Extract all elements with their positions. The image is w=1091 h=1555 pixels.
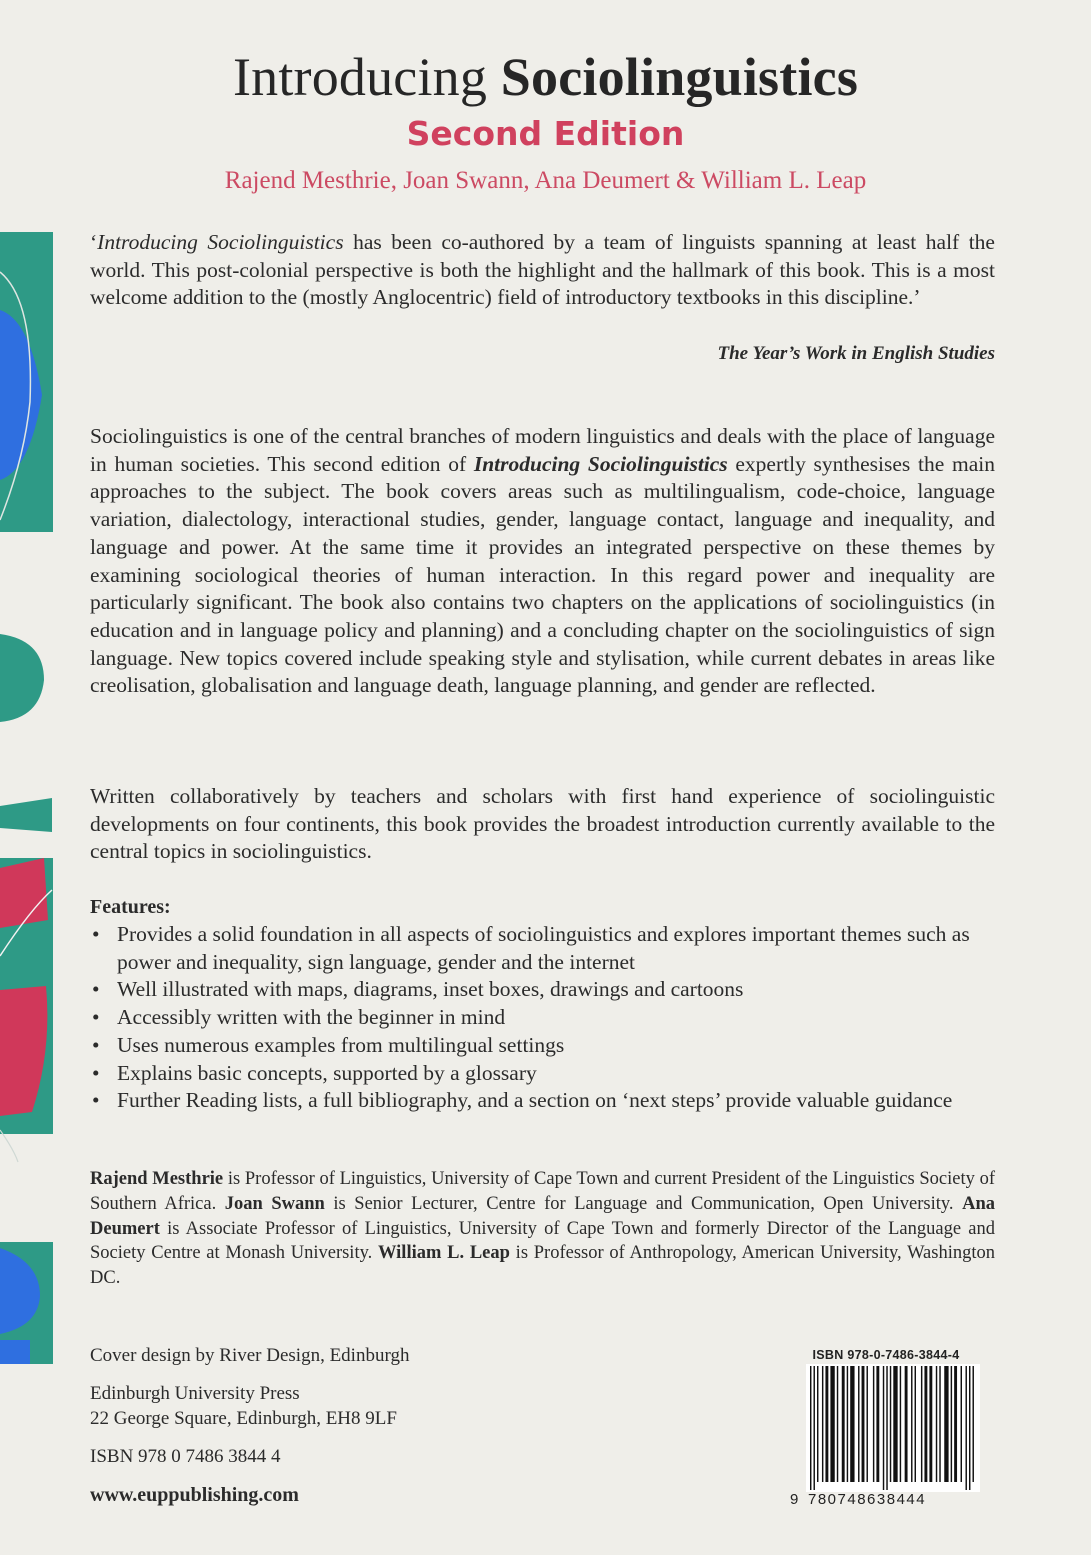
barcode-bar: [890, 1366, 891, 1482]
art-blue-corner: [0, 1340, 30, 1364]
barcode-bar: [929, 1366, 932, 1482]
description-paragraph-1: [90, 423, 995, 700]
barcode-bar: [900, 1366, 901, 1482]
bullet-icon: •: [92, 1032, 100, 1057]
bio-name-1: Rajend Mesthrie: [90, 1169, 224, 1189]
barcode-bar: [847, 1366, 848, 1482]
bio-text-3: is Associate Professor of Linguistics, University of Cape Town and formerly Director of the Language and Society Centre at Monash University.: [90, 1218, 995, 1264]
feature-text: Accessibly written with the beginner in mind: [117, 1005, 506, 1030]
barcode-bar: [862, 1366, 865, 1482]
barcode-bar: [867, 1366, 868, 1482]
barcode-bar: [905, 1366, 908, 1482]
feature-text: Well illustrated with maps, diagrams, inset boxes, drawings and cartoons: [117, 977, 744, 1002]
author-list: Rajend Mesthrie, Joan Swann, Ana Deumert & William L. Leap: [224, 167, 867, 194]
barcode-bar: [915, 1366, 916, 1482]
desc1-before: Sociolinguistics is one of the central branches of modern linguistics and deals with the place of language in human societies. This second edition of: [90, 424, 995, 476]
barcode-bar: [954, 1366, 957, 1482]
desc1-book-title: Introducing Sociolinguistics: [473, 451, 728, 476]
bio-text-1: is Professor of Linguistics, University of Cape Town and current President of the Linguistics Society of Southern Africa.: [90, 1169, 995, 1214]
publisher-website-link[interactable]: www.euppublishing.com: [90, 1484, 299, 1506]
barcode-bar: [921, 1366, 922, 1482]
barcode-bar: [830, 1366, 834, 1482]
title-bold: Sociolinguistics: [500, 47, 859, 107]
barcode-bar: [883, 1366, 884, 1490]
barcode-lead-digit: 9: [790, 1491, 800, 1508]
features-list: [90, 921, 995, 1115]
feature-item: [90, 1087, 995, 1115]
barcode-bar: [817, 1366, 818, 1482]
art-teal-dot: [0, 634, 44, 722]
barcode-bar: [961, 1366, 962, 1482]
bullet-icon: •: [92, 1088, 100, 1113]
bio-text-4: is Professor of Anthropology, American University, Washington DC.: [90, 1243, 995, 1289]
author-bios: [90, 1167, 995, 1291]
desc1-after: expertly synthesises the main approaches to the subject. The book covers areas such as multilingualism, code-choice, language variation, dialectology, interactional studies, gender, language contact, language and inequality, and language and power. At the same time it provides an integrated perspective on these themes by examining sociological theories of human interaction. In this regard power and inequality are particularly significant. The book also contains two chapters on the applications of sociolinguistics (in education and in language policy and planning) and a concluding chapter on the sociolinguistics of sign language. New topics covered include speaking style and stylisation, while current debates in areas like creolisation, globalisation and language death, language planning, and gender are reflected.: [90, 451, 995, 698]
art-edge-line: [0, 1130, 18, 1162]
barcode-bar: [936, 1366, 937, 1482]
barcode-bar: [822, 1366, 823, 1482]
barcode-bar: [893, 1366, 897, 1482]
barcode-bar: [973, 1366, 974, 1482]
barcode-bar: [944, 1366, 948, 1482]
publisher-address: 22 George Square, Edinburgh, EH8 9LF: [90, 1408, 397, 1429]
feature-item: [90, 921, 995, 976]
isbn-text: ISBN 978 0 7486 3844 4: [90, 1446, 281, 1467]
edition-label: Second Edition: [406, 114, 685, 153]
barcode-bar: [886, 1366, 887, 1490]
feature-text: Further Reading lists, a full bibliography, and a section on ‘next steps’ provide valuable guidance: [117, 1088, 953, 1113]
barcode-bar: [939, 1366, 940, 1482]
feature-item: [90, 1004, 995, 1032]
quote-open-mark: ‘: [90, 230, 98, 254]
cover-art-strip: [0, 0, 60, 1555]
bullet-icon: •: [92, 922, 100, 946]
barcode-digit-string: 780748638444: [808, 1491, 927, 1508]
feature-item: [90, 1032, 995, 1060]
art-red-top: [0, 858, 48, 928]
feature-text: Uses numerous examples from multilingual settings: [117, 1032, 565, 1057]
book-title: [0, 46, 1091, 108]
bullet-icon: •: [92, 1005, 100, 1030]
isbn-barcode: [790, 1364, 990, 1492]
barcode-bar: [969, 1366, 970, 1490]
bullet-icon: •: [92, 977, 100, 1002]
barcode-bar: [814, 1366, 815, 1490]
barcode-bar: [873, 1366, 874, 1482]
bullet-icon: •: [92, 1060, 100, 1085]
publisher-name: Edinburgh University Press: [90, 1383, 300, 1404]
barcode-bar: [876, 1366, 879, 1482]
barcode-bar: [966, 1366, 967, 1490]
description-paragraph-2: Written collaboratively by teachers and scholars with first hand experience of sociolinguistic developments on four continents, this book provides the broadest introduction currently available to the central topics in sociolinguistics.: [90, 784, 995, 864]
quote-body: has been co-authored by a team of linguists spanning at least half the world. This post-colonial perspective is both the highlight and the hallmark of this book. This is a most welcome addition to the (mostly Anglocentric) field of introductory textbooks in this discipline.’: [90, 230, 995, 310]
barcode-bar: [842, 1366, 845, 1482]
features-heading: Features:: [90, 896, 171, 918]
title-plain: Introducing: [232, 47, 501, 107]
barcode-bar: [924, 1366, 927, 1482]
barcode-bar: [850, 1366, 854, 1482]
bio-name-4: William L. Leap: [378, 1243, 510, 1264]
barcode-bar: [825, 1366, 828, 1482]
barcode-bar: [810, 1366, 811, 1490]
barcode-bar: [951, 1366, 952, 1482]
review-source: The Year’s Work in English Studies: [717, 343, 995, 364]
feature-text: Provides a solid foundation in all aspects of sociolinguistics and explores important themes such as power and inequality, sign language, gender and the internet: [117, 922, 970, 974]
feature-item: [90, 976, 995, 1004]
bio-text-2: is Senior Lecturer, Centre for Language and Communication, Open University.: [324, 1193, 963, 1214]
barcode-bar: [837, 1366, 838, 1482]
cover-design-credit: Cover design by River Design, Edinburgh: [90, 1345, 410, 1366]
feature-text: Explains basic concepts, supported by a glossary: [117, 1060, 537, 1085]
barcode-bar: [858, 1366, 859, 1482]
review-quote: [90, 229, 995, 312]
art-teal-wedge: [0, 798, 52, 832]
bio-name-3: Ana Deumert: [90, 1193, 995, 1239]
barcode-isbn-label: ISBN 978-0-7486-3844-4: [812, 1348, 960, 1362]
barcode-bar: [911, 1366, 912, 1482]
bio-name-2: Joan Swann: [224, 1193, 325, 1214]
feature-item: [90, 1060, 995, 1088]
quote-book-title: Introducing Sociolinguistics: [97, 230, 344, 254]
